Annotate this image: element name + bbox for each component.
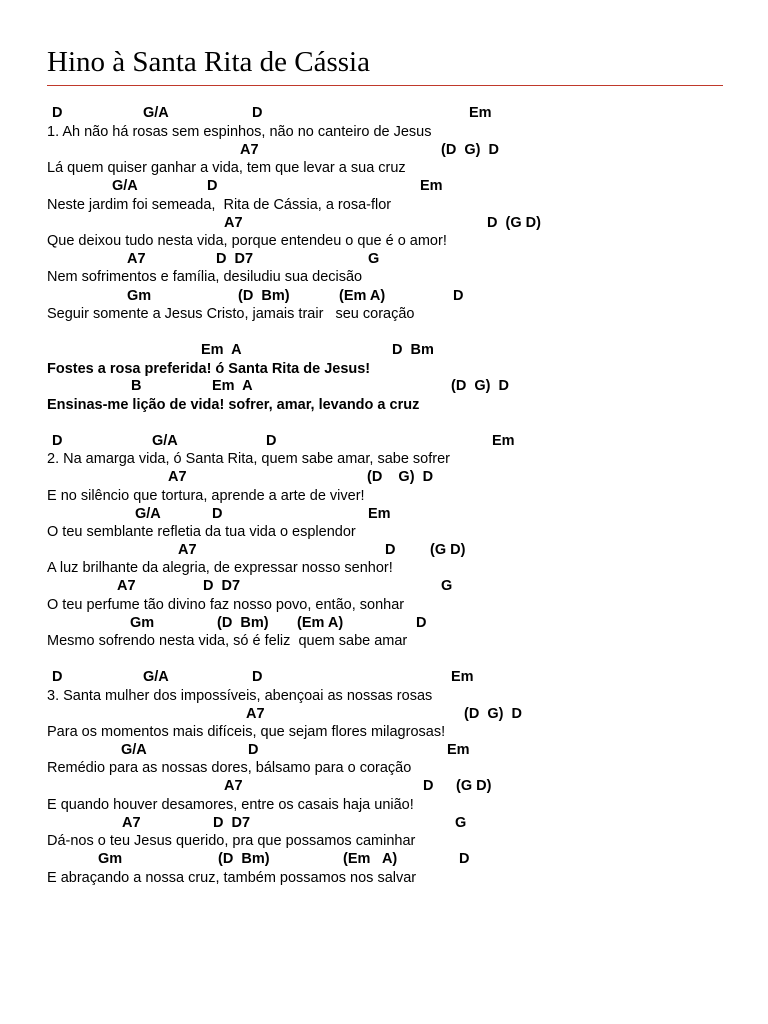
lyric-line: Neste jardim foi semeada, Rita de Cássia, a rosa-flor bbox=[47, 197, 392, 213]
chord-label: (D G) D bbox=[441, 142, 499, 158]
chord-label: D bbox=[52, 433, 63, 449]
lyric-line: E abraçando a nossa cruz, também possamos nos salvar bbox=[47, 870, 417, 886]
chord-label: D bbox=[459, 851, 470, 867]
chord-label: D bbox=[252, 669, 263, 685]
chord-label: Em bbox=[451, 669, 474, 685]
lyric-line: A luz brilhante da alegria, de expressar nosso senhor! bbox=[47, 560, 393, 576]
lyric-line: Lá quem quiser ganhar a vida, tem que levar a sua cruz bbox=[47, 160, 406, 176]
lyric-line: E quando houver desamores, entre os casais haja união! bbox=[47, 797, 414, 813]
chord-label: D Bm bbox=[392, 342, 434, 358]
chord-label: D D7 bbox=[203, 578, 241, 594]
lyric-line: Dá-nos o teu Jesus querido, pra que possamos caminhar bbox=[47, 833, 416, 849]
chord-label: G/A bbox=[143, 105, 169, 121]
lyric-line: Seguir somente a Jesus Cristo, jamais trair seu coração bbox=[47, 306, 415, 322]
chord-label: A7 bbox=[240, 142, 259, 158]
chord-label: Em bbox=[368, 506, 391, 522]
lyric-line: 1. Ah não há rosas sem espinhos, não no canteiro de Jesus bbox=[47, 124, 432, 140]
chord-label: (D G) D bbox=[451, 378, 509, 394]
chord-label: A7 bbox=[122, 815, 141, 831]
chord-label: Em bbox=[447, 742, 470, 758]
chorus-line: Fostes a rosa preferida! ó Santa Rita de Jesus! bbox=[47, 361, 371, 377]
chord-label: G/A bbox=[121, 742, 147, 758]
chord-label: D bbox=[252, 105, 263, 121]
chord-label: A7 bbox=[127, 251, 146, 267]
lyric-line: 2. Na amarga vida, ó Santa Rita, quem sabe amar, sabe sofrer bbox=[47, 451, 450, 467]
lyric-line: 3. Santa mulher dos impossíveis, abençoai as nossas rosas bbox=[47, 688, 433, 704]
lyric-line: Mesmo sofrendo nesta vida, só é feliz quem sabe amar bbox=[47, 633, 408, 649]
chord-label: (G D) bbox=[430, 542, 466, 558]
chord-label: G/A bbox=[112, 178, 138, 194]
chord-label: D bbox=[266, 433, 277, 449]
chord-label: A7 bbox=[168, 469, 187, 485]
chord-label: D D7 bbox=[213, 815, 251, 831]
chord-label: D bbox=[385, 542, 396, 558]
lyric-line: Que deixou tudo nesta vida, porque entendeu o que é o amor! bbox=[47, 233, 447, 249]
chord-label: A7 bbox=[178, 542, 197, 558]
chord-label: B bbox=[131, 378, 142, 394]
chord-label: G bbox=[441, 578, 453, 594]
chord-label: D bbox=[52, 105, 63, 121]
chord-label: (D Bm) bbox=[218, 851, 270, 867]
chord-label: D bbox=[423, 778, 434, 794]
chord-label: Gm bbox=[130, 615, 155, 631]
chord-label: (Em A) bbox=[339, 288, 386, 304]
lyric-line: O teu perfume tão divino faz nosso povo, então, sonhar bbox=[47, 597, 405, 613]
chord-label: Em bbox=[469, 105, 492, 121]
chord-label: Em A bbox=[212, 378, 253, 394]
chord-label: D bbox=[207, 178, 218, 194]
lyric-line: Para os momentos mais difíceis, que sejam flores milagrosas! bbox=[47, 724, 446, 740]
chord-label: (D G) D bbox=[464, 706, 522, 722]
lyric-line: E no silêncio que tortura, aprende a arte de viver! bbox=[47, 488, 365, 504]
chord-label: G/A bbox=[135, 506, 161, 522]
chord-label: (Em A) bbox=[343, 851, 398, 867]
chord-label: D bbox=[453, 288, 464, 304]
chord-label: A7 bbox=[246, 706, 265, 722]
chord-label: D D7 bbox=[216, 251, 254, 267]
chord-label: (G D) bbox=[456, 778, 492, 794]
chorus-line: Ensinas-me lição de vida! sofrer, amar, levando a cruz bbox=[47, 397, 420, 413]
chord-label: G/A bbox=[143, 669, 169, 685]
chord-label: (D G) D bbox=[367, 469, 434, 485]
chord-label: (Em A) bbox=[297, 615, 344, 631]
chord-label: A7 bbox=[224, 215, 243, 231]
chord-label: G/A bbox=[152, 433, 178, 449]
chord-label: G bbox=[368, 251, 380, 267]
chord-label: Em A bbox=[201, 342, 242, 358]
page-title: Hino à Santa Rita de Cássia bbox=[47, 46, 370, 78]
chord-label: D (G D) bbox=[487, 215, 541, 231]
chord-label: G bbox=[455, 815, 467, 831]
chord-label: (D Bm) bbox=[217, 615, 269, 631]
chord-label: Em bbox=[492, 433, 515, 449]
lyric-line: O teu semblante refletia da tua vida o esplendor bbox=[47, 524, 356, 540]
chord-label: D bbox=[416, 615, 427, 631]
chord-label: (D Bm) bbox=[238, 288, 290, 304]
lyric-line: Remédio para as nossas dores, bálsamo para o coração bbox=[47, 760, 412, 776]
chord-label: Em bbox=[420, 178, 443, 194]
title-divider bbox=[47, 85, 723, 86]
chord-label: D bbox=[52, 669, 63, 685]
chord-label: A7 bbox=[117, 578, 136, 594]
chord-label: Gm bbox=[98, 851, 123, 867]
lyric-line: Nem sofrimentos e família, desiludiu sua decisão bbox=[47, 269, 363, 285]
chord-label: A7 bbox=[224, 778, 243, 794]
chord-label: D bbox=[212, 506, 223, 522]
chord-label: Gm bbox=[127, 288, 152, 304]
chord-label: D bbox=[248, 742, 259, 758]
